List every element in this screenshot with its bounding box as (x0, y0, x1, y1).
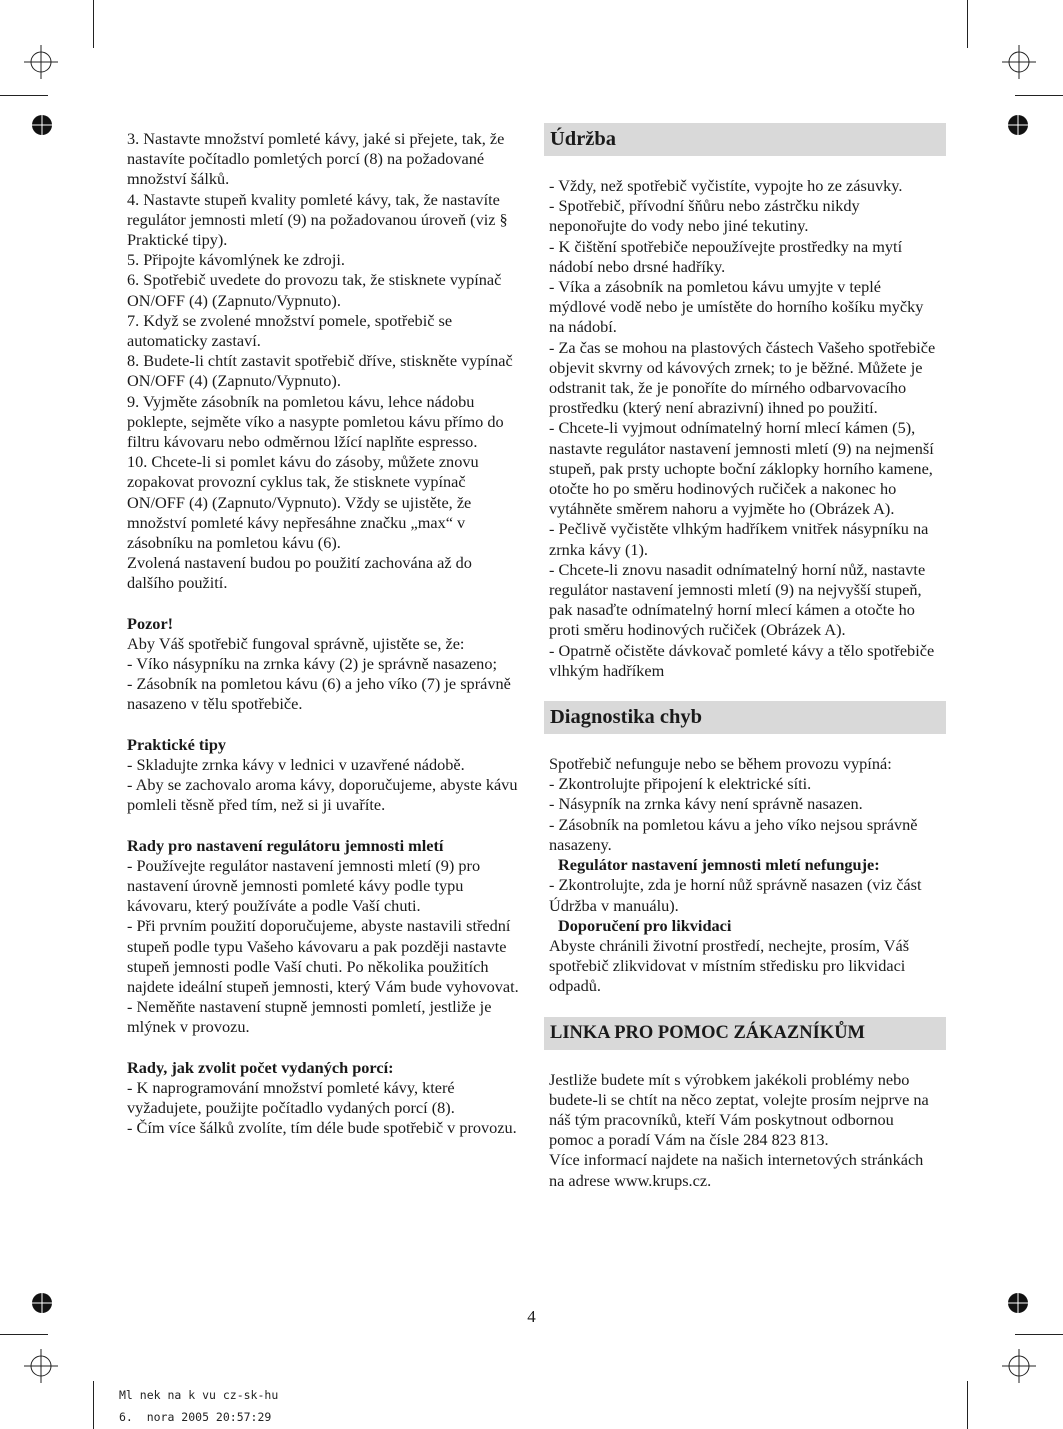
crop-line (1015, 1334, 1063, 1335)
registration-dot-icon (31, 114, 53, 136)
list-item: - Spotřebič, přívodní šňůru nebo zástrčku nikdy neponořujte do vody nebo jiné tekutiny. (549, 196, 860, 236)
registration-crosshair-icon (24, 45, 58, 79)
crop-line (967, 0, 968, 48)
step-9: 9. Vyjměte zásobník na pomletou kávu, lehce nádobu poklepte, sejměte víko a nasypte pomletou kávu přímo do filtru kávovaru nebo odměrnou lžící naplňte espresso. (127, 391, 504, 452)
list-item: - Zkontrolujte, zda je horní nůž správně nasazen (viz část Údržba v manuálu). (549, 875, 922, 915)
page-number: 4 (527, 1307, 536, 1326)
maintenance-header: Údržba (544, 123, 946, 156)
step-5: 5. Připojte kávomlýnek ke zdroji. (127, 250, 345, 270)
list-item: - Násypník na zrnka kávy není správně nasazen. (549, 794, 863, 814)
list-item: - Zásobník na pomletou kávu a jeho víko nejsou správně nasazeny. (549, 814, 918, 854)
disposal-text: Abyste chránili životní prostředí, nechejte, prosím, Váš spotřebič zlikvidovat v místním středisku pro likvidaci odpadů. (549, 935, 910, 996)
step-3: 3. Nastavte množství pomleté kávy, jaké si přejete, tak, že nastavíte počítadlo pomletých porcí (8) na požadované množství šálků. (127, 129, 505, 189)
list-item: - Víka a zásobník na pomletou kávu umyjte v teplé mýdlové vodě nebo je umístěte do horního košíku myčky na nádobí. (549, 277, 924, 337)
portions-title: Rady, jak zvolit počet vydaných porcí: (127, 1057, 394, 1077)
grinder-fault-title: Regulátor nastavení jemnosti mletí nefunguje: (558, 855, 880, 875)
settings-note: Zvolená nastavení budou po použití zachována až do dalšího použití. (127, 553, 472, 593)
list-item: - Víko násypníku na zrnka kávy (2) je správně nasazeno; (127, 654, 497, 674)
caution-title: Pozor! (127, 613, 174, 633)
list-item: - Čím více šálků zvolíte, tím déle bude spotřebič v provozu. (127, 1118, 517, 1138)
crop-line (1015, 95, 1063, 96)
helpline-header: LINKA PRO POMOC ZÁKAZNÍKŮM (544, 1017, 946, 1050)
left-column (127, 129, 522, 1138)
crop-line (0, 95, 48, 96)
registration-crosshair-icon (24, 1349, 58, 1383)
diagnostics-header: Diagnostika chyb (544, 701, 946, 734)
helpline-text: Jestliže budete mít s výrobkem jakékoli problémy nebo budete-li se chtít na něco zeptat, volejte prosím nejprve na náš tým pracovníků, kteří Vám poskytnout odbornou pomoc a poradí Vám na čísle 284 823 813. (549, 1069, 929, 1150)
list-item: - K čištění spotřebiče nepoužívejte prostředky na mytí nádobí nebo drsné hadříky. (549, 236, 903, 276)
crop-line (93, 0, 94, 48)
list-item: - Neměňte nastavení stupně jemnosti pomletí, jestliže je mlýnek v provozu. (127, 997, 492, 1037)
helpline-web: Více informací najdete na našich internetových stránkách na adrese www.krups.cz. (549, 1150, 924, 1190)
crop-line (0, 1334, 48, 1335)
registration-crosshair-icon (1002, 45, 1036, 79)
list-item: - Za čas se mohou na plastových částech Vašeho spotřebiče objevit skvrny od kávových zrnek; to je běžné. Můžete je odstranit tak, že je ponoříte do mírného odbarvovacího prostředku (který není abrazivní) ihned po použití. (549, 337, 936, 418)
list-item: - Chcete-li znovu nasadit odnímatelný horní nůž, nastavte regulátor nastavení jemnosti mletí (9) na nejvyšší stupeň, pak nasaďte odnímatelný horní mlecí kámen a otočte ho proti směru hodinových ručiček (Obrázek A). (549, 559, 926, 640)
disposal-title: Doporučení pro likvidaci (558, 915, 732, 935)
list-item: - Zkontrolujte připojení k elektrické síti. (549, 774, 812, 794)
registration-crosshair-icon (1002, 1349, 1036, 1383)
step-7: 7. Když se zvolené množství pomele, spotřebič se automaticky zastaví. (127, 310, 453, 351)
list-item: - Pečlivě vyčistěte vlhkým hadříkem vnitřek násypníku na zrnka kávy (1). (549, 519, 929, 559)
list-item: - Používejte regulátor nastavení jemnosti mletí (9) pro nastavení úrovně jemnosti pomleté kávy podle typu kávovaru, který používáte a podle Vaší chuti. (127, 855, 481, 916)
tips-title: Praktické tipy (127, 734, 227, 754)
step-10: 10. Chcete-li si pomlet kávu do zásoby, můžete znovu zopakovat provozní cyklus tak, že stisknete vypínač ON/OFF (4) (Zapnuto/Vypnuto). Vždy se ujistěte, že množství pomleté kávy nepřesáhne značku „max“ v zásobníku na pomletou kávu (6). (127, 452, 479, 553)
caution-intro: Aby Váš spotřebič fungoval správně, ujistěte se, že: (127, 633, 465, 653)
footer-filename: Ml nek na k vu cz-sk-hu (119, 1388, 279, 1402)
step-4: 4. Nastavte stupeň kvality pomleté kávy, tak, že nastavíte regulátor jemnosti mletí (9) na požadovanou úroveň (viz § Praktické tipy). (127, 189, 508, 250)
step-8: 8. Budete-li chtít zastavit spotřebič dříve, stiskněte vypínač ON/OFF (4) (Zapnuto/Vypnuto). (127, 351, 513, 391)
grind-title: Rady pro nastavení regulátoru jemnosti mletí (127, 835, 444, 855)
list-item: - Chcete-li vyjmout odnímatelný horní mlecí kámen (5), nastavte regulátor nastavení jemnosti mletí (9) na nejmenší stupeň, pak prsty uchopte boční záklopky horního kamene, otočte ho po směru hodinových ručiček a nakonec ho vytáhněte směrem nahoru a vyjměte ho (Obrázek A). (549, 418, 934, 519)
list-item: - Zásobník na pomletou kávu (6) a jeho víko (7) je správně nasazeno v tělu spotřebiče. (127, 674, 511, 714)
crop-line (93, 1381, 94, 1429)
list-item: - Vždy, než spotřebič vyčistíte, vypojte ho ze zásuvky. (549, 176, 903, 195)
crop-line (967, 1381, 968, 1429)
diagnostics-intro: Spotřebič nefunguje nebo se během provozu vypíná: (549, 754, 892, 774)
list-item: - Opatrně očistěte dávkovač pomleté kávy a tělo spotřebiče vlhkým hadříkem (549, 640, 935, 680)
list-item: - Skladujte zrnka kávy v lednici v uzavřené nádobě. (127, 754, 465, 774)
registration-dot-icon (1007, 114, 1029, 136)
list-item: - Při prvním použití doporučujeme, abyste nastavili střední stupeň podle typu Vašeho kávovaru a pak později nastavte stupeň jemnosti podle Vaší chuti. Po několika použitích najdete ideální stupeň jemnosti, který Vám bude vyhovovat. (127, 916, 519, 996)
footer-timestamp: 6. nora 2005 20:57:29 (119, 1410, 272, 1424)
list-item: - K naprogramování množství pomleté kávy, které vyžadujete, použijte počítadlo vydaných porcí (8). (127, 1077, 455, 1117)
list-item: - Aby se zachovalo aroma kávy, doporučujeme, abyste kávu pomleli těsně před tím, než si ji uvaříte. (127, 775, 518, 815)
step-6: 6. Spotřebič uvedete do provozu tak, že stisknete vypínač ON/OFF (4) (Zapnuto/Vypnuto). (127, 270, 502, 310)
right-column (549, 123, 941, 1191)
